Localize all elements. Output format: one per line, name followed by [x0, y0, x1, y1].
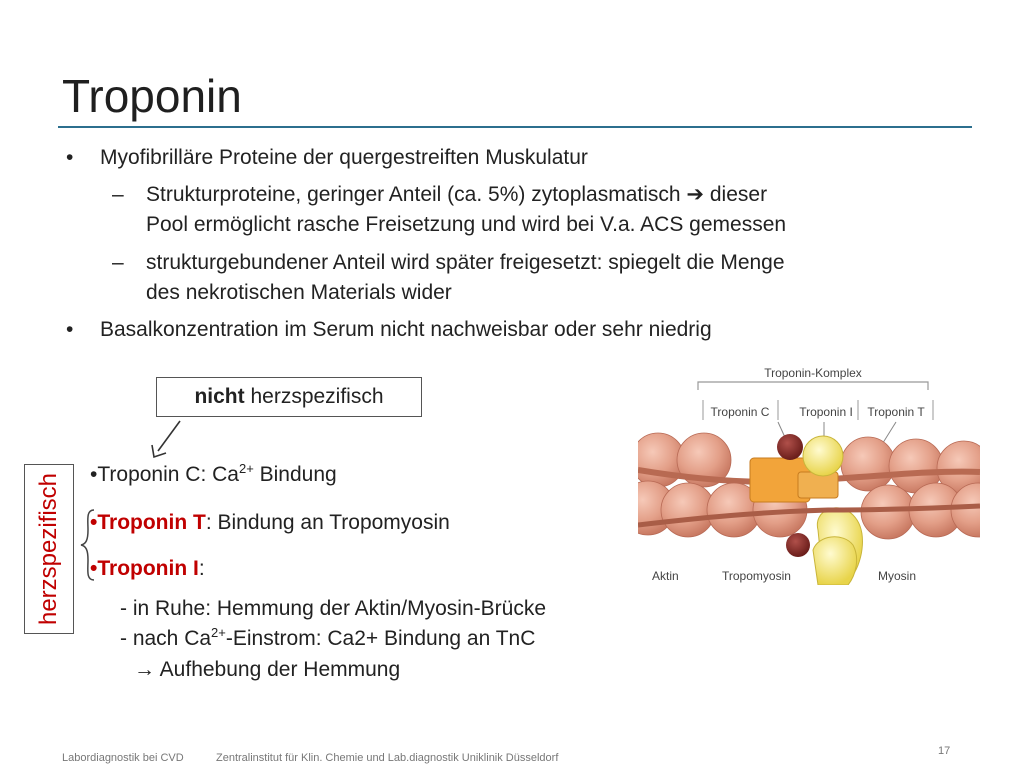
footer-institution: Zentralinstitut für Klin. Chemie und Lab.diagnostik Uniklinik Düsseldorf — [216, 752, 559, 764]
komplex-bracket — [698, 382, 928, 390]
nicht-bold: nicht — [194, 385, 245, 408]
label-troponin-c: Troponin C — [710, 405, 770, 419]
troponin-c-rest: Bindung — [253, 463, 337, 486]
troponin-i-bullet: • — [90, 557, 98, 580]
bullet-marker-2: • — [66, 318, 74, 341]
label-troponin-komplex: Troponin-Komplex — [764, 366, 862, 380]
troponin-t-rest: : Bindung an Tropomyosin — [205, 511, 450, 534]
title-divider — [58, 126, 972, 128]
sub-dash-1: – — [112, 183, 124, 206]
nicht-herzspezifisch-box — [156, 377, 422, 417]
label-troponin-i: Troponin I — [799, 405, 853, 419]
footer-left: Labordiagnostik bei CVD — [62, 752, 184, 764]
sub-bullet-1-line-2: Pool ermöglicht rasche Freisetzung und wird bei V.a. ACS gemessen — [146, 213, 787, 236]
herzspezifisch-label: herzspezifisch — [35, 472, 62, 626]
troponin-t-name: Troponin T — [97, 511, 206, 534]
sub-dash-2: – — [112, 251, 124, 274]
troponin-c-line — [90, 460, 337, 490]
label-aktin: Aktin — [652, 569, 679, 583]
troponin-t-bullet: • — [90, 511, 98, 534]
troponin-i-sphere — [803, 436, 843, 476]
sub-bullet-1-text: Strukturproteine, geringer Anteil (ca. 5%) zytoplasmatisch — [146, 183, 681, 206]
troponin-c-label: •Troponin C: Ca — [90, 463, 239, 486]
troponin-i-detail-2a: - nach Ca — [120, 627, 212, 650]
troponin-i-detail-2-sup: 2+ — [211, 625, 226, 640]
troponin-i-detail-2 — [120, 624, 535, 654]
sub-bullet-2-line-2: des nekrotischen Materials wider — [146, 281, 452, 304]
troponin-t-line — [90, 508, 450, 538]
page-title: Troponin — [62, 70, 242, 122]
troponin-c-sup: 2+ — [238, 461, 254, 476]
troponin-complex-diagram — [638, 360, 980, 585]
troponin-i-detail-1: - in Ruhe: Hemmung der Aktin/Myosin-Brücke — [120, 597, 546, 620]
page-number: 17 — [938, 745, 951, 757]
nicht-rest: herzspezifisch — [244, 385, 384, 408]
troponin-i-detail-3: → Aufhebung der Hemmung — [134, 658, 401, 681]
sub-bullet-1-line-1 — [146, 180, 767, 210]
troponin-i-rest: : — [198, 557, 205, 580]
sub-bullet-2-line-1: strukturgebundener Anteil wird später freigesetzt: spiegelt die Menge — [146, 251, 785, 274]
troponin-c-sphere — [777, 434, 803, 460]
troponin-i-detail-2b: -Einstrom: Ca2+ Bindung an TnC — [225, 627, 536, 650]
label-tropomyosin: Tropomyosin — [722, 569, 791, 583]
label-myosin: Myosin — [878, 569, 917, 583]
label-troponin-t: Troponin T — [867, 405, 925, 419]
troponin-i-name: Troponin I — [97, 557, 199, 580]
arrow-right-icon: ➔ — [686, 183, 705, 206]
bullet-text-2: Basalkonzentration im Serum nicht nachweisbar oder sehr niedrig — [100, 318, 712, 341]
bullet-marker-1: • — [66, 146, 74, 169]
pointer-arrow-icon — [140, 415, 190, 465]
troponin-i-line — [90, 554, 205, 584]
herzspezifisch-label-wrap — [24, 464, 74, 634]
bullet-text-1: Myofibrilläre Proteine der quergestreiften Muskulatur — [100, 146, 588, 169]
sub-bullet-1-rest: dieser — [704, 183, 768, 206]
